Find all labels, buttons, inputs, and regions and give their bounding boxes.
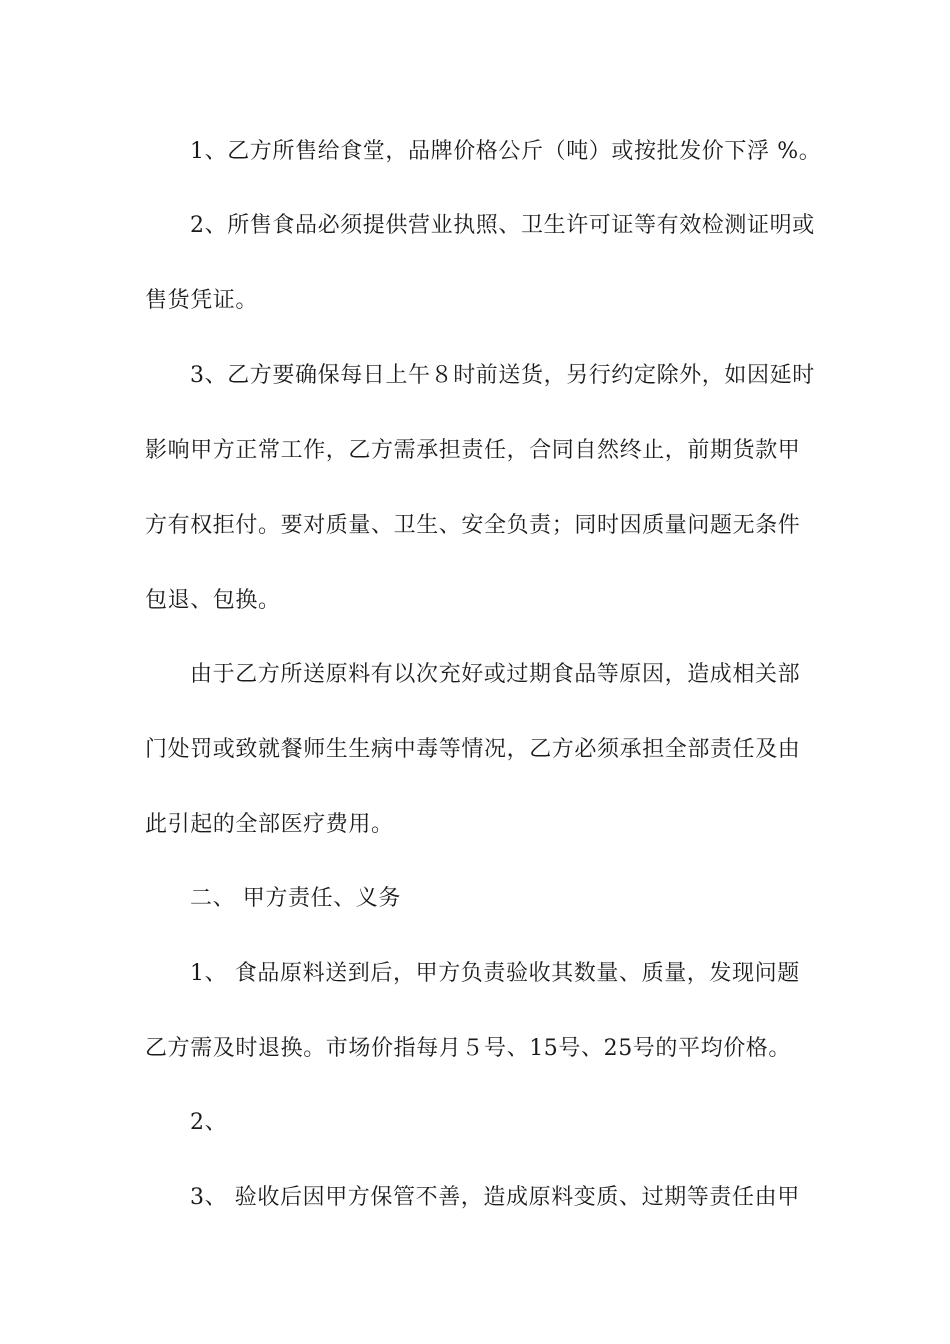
paragraph-line-2: 2、所售食品必须提供营业执照、卫生许可证等有效检测证明或 xyxy=(190,213,815,238)
paragraph-line-15: 3、 验收后因甲方保管不善，造成原料变质、过期等责任由甲 xyxy=(190,1185,800,1210)
paragraph-line-5: 影响甲方正常工作，乙方需承担责任，合同自然终止，前期货款甲 xyxy=(145,438,801,463)
paragraph-line-4: 3、乙方要确保每日上午８时前送货，另行约定除外，如因延时 xyxy=(190,363,815,388)
paragraph-line-13: 乙方需及时退换。市场价指每月５号、15号、25号的平均价格。 xyxy=(145,1036,791,1061)
paragraph-line-14: 2、 xyxy=(190,1110,228,1135)
paragraph-line-8: 由于乙方所送原料有以次充好或过期食品等原因，造成相关部 xyxy=(190,662,801,687)
paragraph-line-10: 此引起的全部医疗费用。 xyxy=(145,812,394,837)
section-heading: 二、 甲方责任、义务 xyxy=(190,886,401,911)
paragraph-line-3: 售货凭证。 xyxy=(145,288,259,313)
paragraph-line-12: 1、 食品原料送到后，甲方负责验收其数量、质量，发现问题 xyxy=(190,961,800,986)
paragraph-line-1: 1、乙方所售给食堂，品牌价格公斤（吨）或按批发价下浮 %。 xyxy=(190,139,822,164)
paragraph-line-7: 包退、包换。 xyxy=(145,588,281,613)
paragraph-line-9: 门处罚或致就餐师生生病中毒等情况，乙方必须承担全部责任及由 xyxy=(145,737,801,762)
paragraph-line-6: 方有权拒付。要对质量、卫生、安全负责；同时因质量问题无条件 xyxy=(145,513,801,538)
